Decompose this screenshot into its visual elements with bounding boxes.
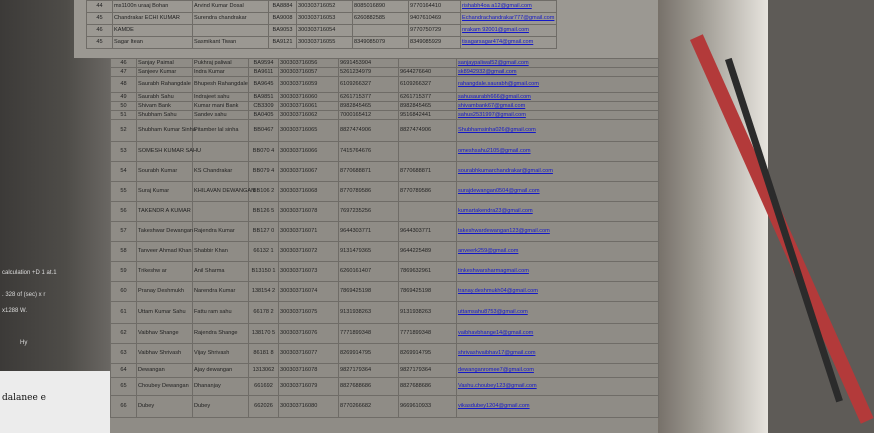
table-row (111, 302, 659, 324)
table-row (111, 396, 659, 418)
cell-father: Pukhraj paliwal (193, 59, 249, 68)
cell-id: BB127 0 (249, 222, 279, 242)
cell-acc: 300303716065 (279, 120, 339, 142)
cell-m1: 8770789586 (339, 182, 399, 202)
cell-m1: 5261234979 (339, 68, 399, 77)
table-row (111, 111, 659, 120)
cell-email: sk8942932@gmail.com (457, 68, 659, 77)
cell-acc: 300303716057 (279, 68, 339, 77)
cell-acc: 300303716080 (279, 396, 339, 418)
cell-id: BA9053 (269, 25, 297, 37)
cell-father: Indrajeet sahu (193, 93, 249, 102)
cell-name: KAMDE (113, 25, 193, 37)
cell-m1: 8982845465 (339, 102, 399, 111)
cell-m1: 8349085079 (353, 37, 409, 49)
cell-id: BB070 4 (249, 142, 279, 162)
cell-m2: 9516842441 (399, 111, 457, 120)
cell-email: sourabhkumarchandrakar@gmail.com (457, 162, 659, 182)
cell-id: BA0405 (249, 111, 279, 120)
table-row (87, 1, 557, 13)
cell-email: omeshsahu2105@gmail.com (457, 142, 659, 162)
cell-acc: 300303716067 (279, 162, 339, 182)
cell-no: 49 (111, 93, 137, 102)
cell-email: Echandrachandrakar777@gmail.com (461, 13, 557, 25)
cell-id: BA9594 (249, 59, 279, 68)
cell-m2: 6261715377 (399, 93, 457, 102)
cell-m2: 8349085929 (409, 37, 461, 49)
cell-no: 56 (111, 202, 137, 222)
cell-father: Sasmikant Tiwan (193, 37, 269, 49)
cell-acc: 300303716059 (279, 77, 339, 93)
cell-email: nrakam 92001@gmail.com (461, 25, 557, 37)
cell-acc: 300303716075 (279, 302, 339, 324)
cell-email: vikasdubey1204@gmail.com (457, 396, 659, 418)
cell-name: Sanjeev Kumar (137, 68, 193, 77)
cell-m1: 7869425198 (339, 282, 399, 302)
cell-id: 66132 1 (249, 242, 279, 262)
cell-name: Dewangan (137, 364, 193, 378)
cell-email: Vashu.choubey123@gmail.com (457, 378, 659, 396)
cell-father: Sandev sahu (193, 111, 249, 120)
cell-no: 58 (111, 242, 137, 262)
cell-acc: 300303716074 (279, 282, 339, 302)
cell-email: surajdewangan0504@gmail.com (457, 182, 659, 202)
cell-father: Narendra Kumar (193, 282, 249, 302)
cell-m2: 8770688871 (399, 162, 457, 182)
cell-id: 138170 5 (249, 324, 279, 344)
cell-no: 46 (111, 59, 137, 68)
cell-acc: 300303716061 (279, 102, 339, 111)
cell-acc: 300303716076 (279, 324, 339, 344)
cell-m2: 9131938263 (399, 302, 457, 324)
cell-father: Indra Kumar (193, 68, 249, 77)
cell-m2: 7869425198 (399, 282, 457, 302)
cell-m2: 7771899348 (399, 324, 457, 344)
cell-id: BA9851 (249, 93, 279, 102)
cell-name: Suraj Kumar (137, 182, 193, 202)
cell-m2: 9644276640 (399, 68, 457, 77)
cell-email: uttamsahu8753@gmail.com (457, 302, 659, 324)
cell-id: 138154 2 (249, 282, 279, 302)
table-row (111, 142, 659, 162)
table-row (111, 324, 659, 344)
table-row (87, 25, 557, 37)
table-row (111, 120, 659, 142)
cell-father: Ajay dewangan (193, 364, 249, 378)
cell-acc: 300303716060 (279, 93, 339, 102)
cell-no: 52 (111, 120, 137, 142)
cell-no: 59 (111, 262, 137, 282)
table-row (111, 77, 659, 93)
cell-father: Anil Sharma (193, 262, 249, 282)
cell-m1: 6261715377 (339, 93, 399, 102)
cell-father: Fattu ram sahu (193, 302, 249, 324)
table-row (111, 202, 659, 222)
cell-no: 64 (111, 364, 137, 378)
cell-name: Sanjay Paimal (137, 59, 193, 68)
cell-father: Bhupesh Rahangdale (193, 77, 249, 93)
cell-id: BA9611 (249, 68, 279, 77)
cell-email: kumartakendra23@gmail.com (457, 202, 659, 222)
cell-m1: 6260882585 (353, 13, 409, 25)
cell-father: Vijay Shrivash (193, 344, 249, 364)
cell-email: sanjaypaliwal52@gmail.com (457, 59, 659, 68)
cell-m1: 7771899348 (339, 324, 399, 344)
table-row (111, 102, 659, 111)
cell-father: Rajendra Kumar (193, 222, 249, 242)
cell-email: shivambank67@gmail.com (457, 102, 659, 111)
cell-m2: 9827179364 (399, 364, 457, 378)
cell-name: Pranay Deshmukh (137, 282, 193, 302)
cell-name: Sagar Itean (113, 37, 193, 49)
cell-m1: 9131479365 (339, 242, 399, 262)
cell-name: SOMESH KUMAR SAHU (137, 142, 193, 162)
table-row (111, 222, 659, 242)
cell-email: sahusaurabh666@gmail.com (457, 93, 659, 102)
cell-m1: 8085016890 (353, 1, 409, 13)
cell-m1: 7697235256 (339, 202, 399, 222)
cell-m1: 6260161407 (339, 262, 399, 282)
cell-name: Sourabh Kumar (137, 162, 193, 182)
student-table (110, 58, 659, 418)
cell-email: tisagarsagar474@gmail.com (461, 37, 557, 49)
cell-m2 (399, 202, 457, 222)
cell-id: BA9121 (269, 37, 297, 49)
cell-name: Vaibhav Shrivash (137, 344, 193, 364)
cell-name: Vaibhav Shange (137, 324, 193, 344)
cell-no: 62 (111, 324, 137, 344)
cell-acc: 300303716054 (297, 25, 353, 37)
cell-no: 60 (111, 282, 137, 302)
cell-name: Choubey Dewangan (137, 378, 193, 396)
cell-email: Shubhamsinha026@gmail.com (457, 120, 659, 142)
cell-acc: 300303716079 (279, 378, 339, 396)
margin-note-3: x1288 W. (2, 308, 28, 314)
table-row (111, 68, 659, 77)
cell-id: 86181 8 (249, 344, 279, 364)
cell-father: Pitamber lal sinha (193, 120, 249, 142)
cell-m1: 9827179364 (339, 364, 399, 378)
cell-no: 53 (111, 142, 137, 162)
cell-m2: 8982845465 (399, 102, 457, 111)
cell-name: Takeshwar Dewangan (137, 222, 193, 242)
cell-no: 45 (87, 13, 113, 25)
table-row (111, 364, 659, 378)
cell-acc: 300303716077 (279, 344, 339, 364)
cell-no: 63 (111, 344, 137, 364)
cell-no: 45 (87, 37, 113, 49)
cell-father: Dhananjay (193, 378, 249, 396)
cell-no: 50 (111, 102, 137, 111)
cell-father: Shabbir Khan (193, 242, 249, 262)
cell-id: BA9645 (249, 77, 279, 93)
cell-m1: 7415764676 (339, 142, 399, 162)
cell-m1: 8269914795 (339, 344, 399, 364)
cell-id: BB106 2 (249, 182, 279, 202)
cell-m2: 8827688686 (399, 378, 457, 396)
cell-father: Dubey (193, 396, 249, 418)
cell-no: 54 (111, 162, 137, 182)
cell-name: Chandrakar ECHI KUMAR (113, 13, 193, 25)
cell-email: vaibhavbhange14@gmail.com (457, 324, 659, 344)
cell-father: Kumar mani Bank (193, 102, 249, 111)
cell-father: Rajendra Shange (193, 324, 249, 344)
cell-acc: 300303716062 (279, 111, 339, 120)
table-row (111, 59, 659, 68)
cell-name: Dubey (137, 396, 193, 418)
cell-m2: 9770164410 (409, 1, 461, 13)
cell-name: Shivam Bank (137, 102, 193, 111)
cell-m1: 8770266682 (339, 396, 399, 418)
cell-m2: 6109266327 (399, 77, 457, 93)
cell-id: 1313062 (249, 364, 279, 378)
cell-no: 65 (111, 378, 137, 396)
cell-acc: 300303716066 (279, 142, 339, 162)
cell-m1: 7000165412 (339, 111, 399, 120)
cell-m2: 9407610469 (409, 13, 461, 25)
desk-background-left (0, 0, 110, 433)
table-row (111, 93, 659, 102)
cell-acc: 300303716068 (279, 182, 339, 202)
cell-id: 662026 (249, 396, 279, 418)
cell-m1: 9131938263 (339, 302, 399, 324)
cell-id: B13150 1 (249, 262, 279, 282)
cell-father: KS Chandrakar (193, 162, 249, 182)
cell-m1: 8827474906 (339, 120, 399, 142)
margin-note-1: calculation +D 1 at.1 (2, 270, 57, 276)
cell-m1 (353, 25, 409, 37)
cell-acc: 300303716071 (279, 222, 339, 242)
cell-acc: 300303716078 (279, 364, 339, 378)
cell-m2: 8770789586 (399, 182, 457, 202)
cell-no: 57 (111, 222, 137, 242)
table-row (111, 262, 659, 282)
cell-name: Trikeshw ar (137, 262, 193, 282)
cell-email: shrivashvaibhav17@gmail.com (457, 344, 659, 364)
cell-id: BA8884 (269, 1, 297, 13)
cell-m1: 6109266327 (339, 77, 399, 93)
cell-m2: 8827474906 (399, 120, 457, 142)
table-row (111, 344, 659, 364)
table-row (87, 13, 557, 25)
cell-m1: 8827688686 (339, 378, 399, 396)
cell-m1: 9691453904 (339, 59, 399, 68)
cell-name: TAKENDR A KUMAR (137, 202, 193, 222)
cell-m1: 9644303771 (339, 222, 399, 242)
cell-name: Uttam Kumar Sahu (137, 302, 193, 324)
cell-no: 44 (87, 1, 113, 13)
cell-no: 55 (111, 182, 137, 202)
cell-no: 46 (87, 25, 113, 37)
cell-email: sahus2531997@gmail.com (457, 111, 659, 120)
cell-father (193, 25, 269, 37)
cell-email: anveerk259@gmail.com (457, 242, 659, 262)
cell-name: Saurabh Rahangdale (137, 77, 193, 93)
cell-father (193, 202, 249, 222)
cell-father: KHILAVAN DEWANGAN (193, 182, 249, 202)
table-row (111, 242, 659, 262)
cell-m2 (399, 142, 457, 162)
cell-name: ms1100n uraaj Bohan (113, 1, 193, 13)
cell-name: Tanveer Ahmad Khan (137, 242, 193, 262)
table-row (111, 282, 659, 302)
cell-m1: 8770688871 (339, 162, 399, 182)
cell-m2 (399, 59, 457, 68)
cell-m2: 9644225489 (399, 242, 457, 262)
cell-acc: 300303716072 (279, 242, 339, 262)
cutoff-word: dalanee e (2, 393, 47, 403)
cell-acc: 300303716055 (297, 37, 353, 49)
cell-id: BB126 5 (249, 202, 279, 222)
top-student-table (86, 0, 557, 49)
table-row (111, 182, 659, 202)
margin-note-4: Hy (20, 340, 28, 346)
cell-name: Shubham Sahu (137, 111, 193, 120)
cell-acc: 300303716053 (297, 13, 353, 25)
cell-acc: 300303716078 (279, 202, 339, 222)
cell-name: Saurabh Sahu (137, 93, 193, 102)
cell-no: 51 (111, 111, 137, 120)
cell-m2: 9669610933 (399, 396, 457, 418)
cell-id: BB0467 (249, 120, 279, 142)
cell-acc: 300303716056 (279, 59, 339, 68)
cell-email: tranay.deshmukh04@gmail.com (457, 282, 659, 302)
cell-no: 61 (111, 302, 137, 324)
table-row (87, 37, 557, 49)
margin-note-2: . 328 of (sec) x r (2, 292, 46, 298)
cell-no: 48 (111, 77, 137, 93)
cell-id: BA9008 (269, 13, 297, 25)
cell-id: 661692 (249, 378, 279, 396)
table-row (111, 378, 659, 396)
cell-email: dewanganromee7@gmail.com (457, 364, 659, 378)
cell-email: takeshwardewangan123@gmail.com (457, 222, 659, 242)
cell-m2: 9770750729 (409, 25, 461, 37)
table-row (111, 162, 659, 182)
cell-id: CB3309 (249, 102, 279, 111)
cell-m2: 7869632961 (399, 262, 457, 282)
cell-id: 66178 2 (249, 302, 279, 324)
cell-id: BB079 4 (249, 162, 279, 182)
cell-acc: 300303716073 (279, 262, 339, 282)
cell-m2: 8269914795 (399, 344, 457, 364)
cell-email: rahangdale.saurabh@gmail.com (457, 77, 659, 93)
cell-email: tinkeshwarsharmagmail.com (457, 262, 659, 282)
cell-m2: 9644303771 (399, 222, 457, 242)
cell-acc: 300303716052 (297, 1, 353, 13)
cell-father: Arvind Kumar Dosal (193, 1, 269, 13)
cell-no: 66 (111, 396, 137, 418)
cell-name: Shubham Kumar Sinha (137, 120, 193, 142)
cell-father: Surendra chandrakar (193, 13, 269, 25)
cell-no: 47 (111, 68, 137, 77)
cell-email: rishabh4oa a12@gmail.com (461, 1, 557, 13)
